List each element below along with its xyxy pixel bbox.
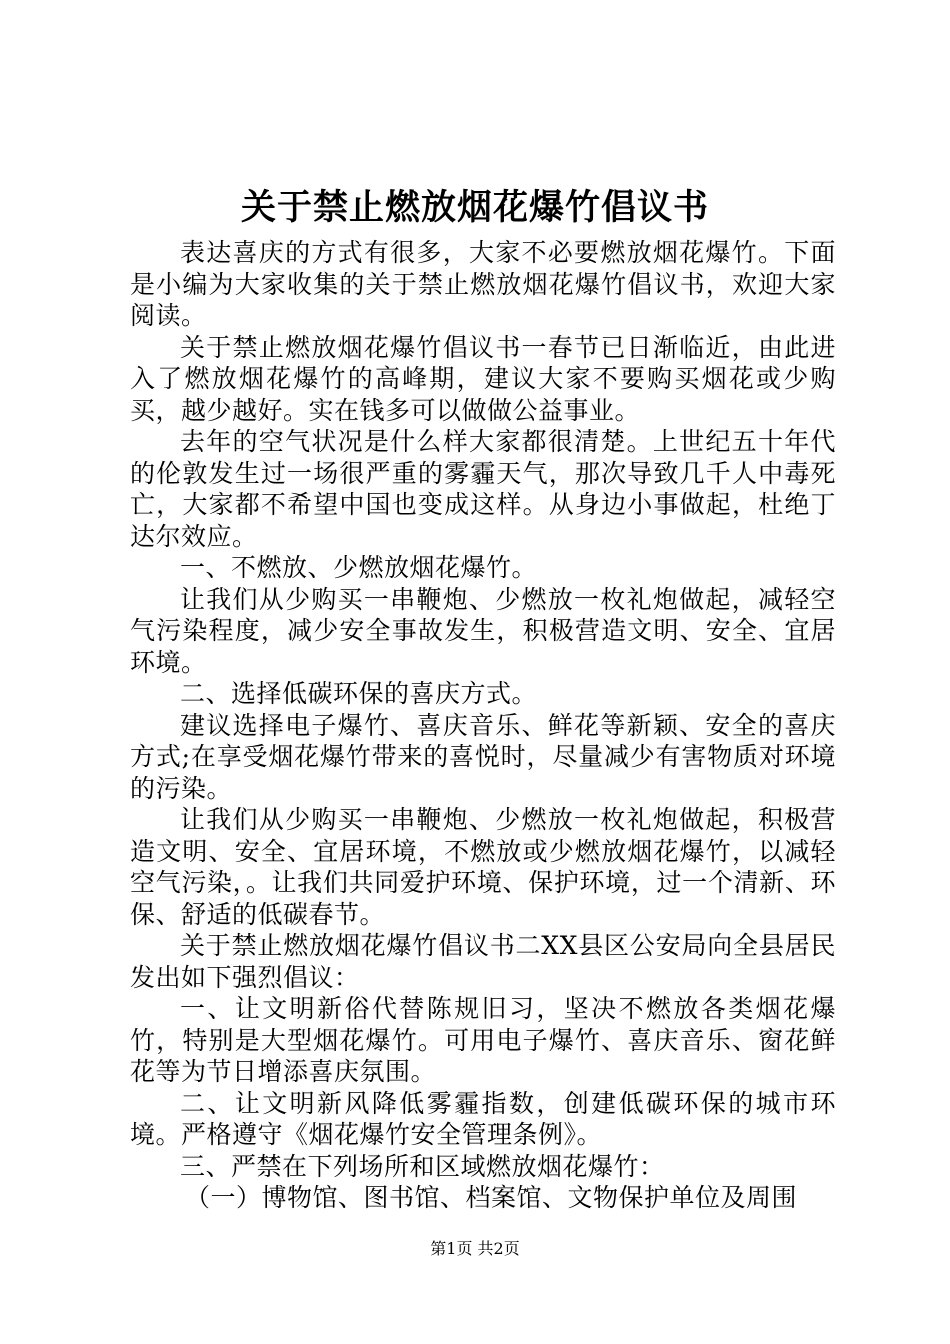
paragraph: 让我们从少购买一串鞭炮、少燃放一枚礼炮做起，减轻空气污染程度，减少安全事故发生，积极营造文明、安全、宜居环境。 — [130, 584, 836, 677]
paragraph: 一、让文明新俗代替陈规旧习，坚决不燃放各类烟花爆竹，特别是大型烟花爆竹。可用电子爆竹、喜庆音乐、窗花鲜花等为节日增添喜庆氛围。 — [130, 994, 836, 1086]
paragraph: 一、不燃放、少燃放烟花爆竹。 — [180, 553, 538, 582]
paragraph: 关于禁止燃放烟花爆竹倡议书二XX县区公安局向全县居民发出如下强烈倡议： — [130, 931, 836, 992]
paragraph: （一）博物馆、图书馆、档案馆、文物保护单位及周围 — [185, 1183, 798, 1212]
paragraph: 建议选择电子爆竹、喜庆音乐、鲜花等新颖、安全的喜庆方式;在享受烟花爆竹带来的喜悦时，尽量减少有害物质对环境的污染。 — [130, 710, 836, 803]
paragraph: 关于禁止燃放烟花爆竹倡议书一春节已日渐临近，由此进入了燃放烟花爆竹的高峰期，建议大家不要购买烟花或少购买，越少越好。实在钱多可以做做公益事业。 — [130, 332, 836, 425]
paragraph: 三、严禁在下列场所和区域燃放烟花爆竹： — [180, 1151, 665, 1181]
document-body — [130, 237, 836, 1214]
paragraph: 去年的空气状况是什么样大家都很清楚。上世纪五十年代的伦敦发生过一场很严重的雾霾天气，那次导致几千人中毒死亡，大家都不希望中国也变成这样。从身边小事做起，杜绝丁达尔效应。 — [130, 427, 836, 551]
paragraph: 让我们从少购买一串鞭炮、少燃放一枚礼炮做起，积极营造文明、安全、宜居环境，不燃放或少燃放烟花爆竹，以减轻空气污染，。让我们共同爱护环境、保护环境，过一个清新、环保、舒适的低碳春节。 — [130, 805, 836, 929]
paragraph: 二、让文明新风降低雾霾指数，创建低碳环保的城市环境。严格遵守《烟花爆竹安全管理条例》。 — [130, 1088, 836, 1149]
document-title: 关于禁止燃放烟花爆竹倡议书 — [240, 188, 709, 228]
paragraph: 二、选择低碳环保的喜庆方式。 — [180, 679, 538, 708]
page-footer: 第1页 共2页 — [430, 1239, 520, 1258]
paragraph: 表达喜庆的方式有很多，大家不必要燃放烟花爆竹。下面是小编为大家收集的关于禁止燃放烟花爆竹倡议书，欢迎大家阅读。 — [130, 238, 836, 330]
